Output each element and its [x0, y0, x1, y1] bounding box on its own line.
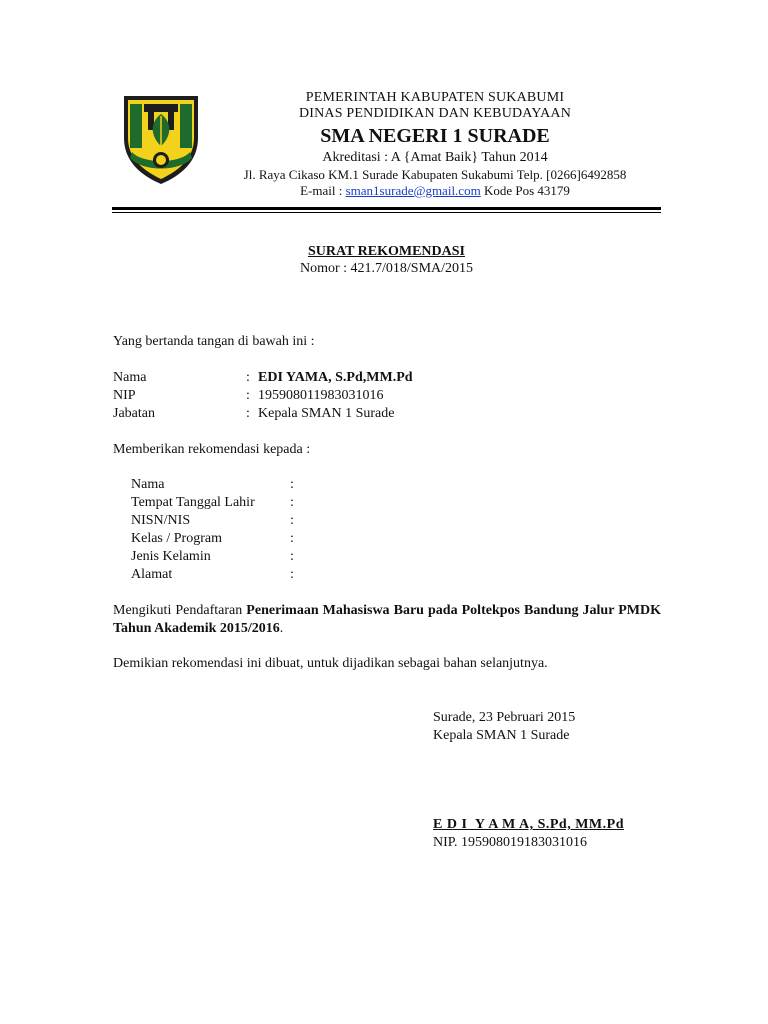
postal-code: Kode Pos 43179	[480, 183, 570, 198]
government-name: PEMERINTAH KABUPATEN SUKABUMI	[305, 90, 565, 105]
field-colon: :	[290, 567, 294, 582]
field-colon: :	[290, 477, 294, 492]
signer-field-row	[113, 369, 513, 387]
student-field-row	[131, 566, 331, 584]
signer-name: E D I Y A M A, S.Pd, MM.Pd	[433, 817, 624, 832]
department-name: DINAS PENDIDIKAN DAN KEBUDAYAAN	[298, 106, 572, 121]
signer-field-row	[113, 387, 513, 405]
field-label: Alamat	[131, 567, 173, 582]
field-value: 195908011983031016	[258, 388, 384, 403]
field-label: Tempat Tanggal Lahir	[131, 495, 255, 510]
field-label: NISN/NIS	[131, 513, 191, 528]
field-label: Kelas / Program	[131, 531, 222, 546]
field-colon: :	[290, 531, 294, 546]
student-field-row	[131, 530, 331, 548]
closing-sentence: Demikian rekomendasi ini dibuat, untuk dijadikan sebagai bahan selanjutnya.	[113, 656, 548, 671]
student-field-row	[131, 476, 331, 494]
student-field-row	[131, 548, 331, 566]
letter-title-block	[112, 244, 661, 278]
letterhead-divider-thick	[112, 207, 661, 210]
contact-line	[220, 183, 650, 199]
letter-number: Nomor : 421.7/018/SMA/2015	[299, 261, 474, 276]
field-colon: :	[246, 406, 250, 421]
student-field-row	[131, 494, 331, 512]
purpose-prefix: Mengikuti Pendaftaran	[113, 603, 247, 618]
accreditation: Akreditasi : A {Amat Baik} Tahun 2014	[322, 150, 548, 165]
field-label: Jabatan	[113, 406, 155, 421]
signer-field-row	[113, 405, 513, 423]
school-crest-logo	[118, 92, 204, 186]
signer-nip: NIP. 195908019183031016	[433, 835, 588, 850]
letterhead-divider-thin	[112, 212, 661, 213]
place-date: Surade, 23 Pebruari 2015	[433, 710, 576, 725]
field-colon: :	[290, 549, 294, 564]
signer-position: Kepala SMAN 1 Surade	[433, 728, 570, 743]
opening-sentence: Yang bertanda tangan di bawah ini :	[113, 334, 315, 349]
field-label: Jenis Kelamin	[131, 549, 211, 564]
school-name: SMA NEGERI 1 SURADE	[320, 125, 550, 147]
field-colon: :	[246, 388, 250, 403]
field-value: Kepala SMAN 1 Surade	[258, 406, 395, 421]
field-label: NIP	[113, 388, 136, 403]
student-field-row	[131, 512, 331, 530]
email-link[interactable]: sman1surade@gmail.com	[345, 183, 481, 198]
email-label: E-mail :	[300, 183, 346, 198]
field-label: Nama	[113, 370, 147, 385]
purpose-paragraph	[113, 602, 661, 638]
purpose-suffix: .	[279, 621, 284, 636]
letterhead	[220, 90, 650, 199]
recommend-intro: Memberikan rekomendasi kepada :	[113, 442, 311, 457]
field-colon: :	[290, 495, 294, 510]
field-colon: :	[246, 370, 250, 385]
field-value: EDI YAMA, S.Pd,MM.Pd	[258, 370, 413, 385]
school-address: Jl. Raya Cikaso KM.1 Surade Kabupaten Sukabumi Telp. [0266]6492858	[243, 167, 627, 182]
field-label: Nama	[131, 477, 165, 492]
purpose-program: Penerimaan Mahasiswa Baru pada Poltekpos Bandung Jalur PMDK Tahun Akademik 2015/2016	[113, 603, 661, 636]
letter-title: SURAT REKOMENDASI	[307, 244, 465, 259]
field-colon: :	[290, 513, 294, 528]
